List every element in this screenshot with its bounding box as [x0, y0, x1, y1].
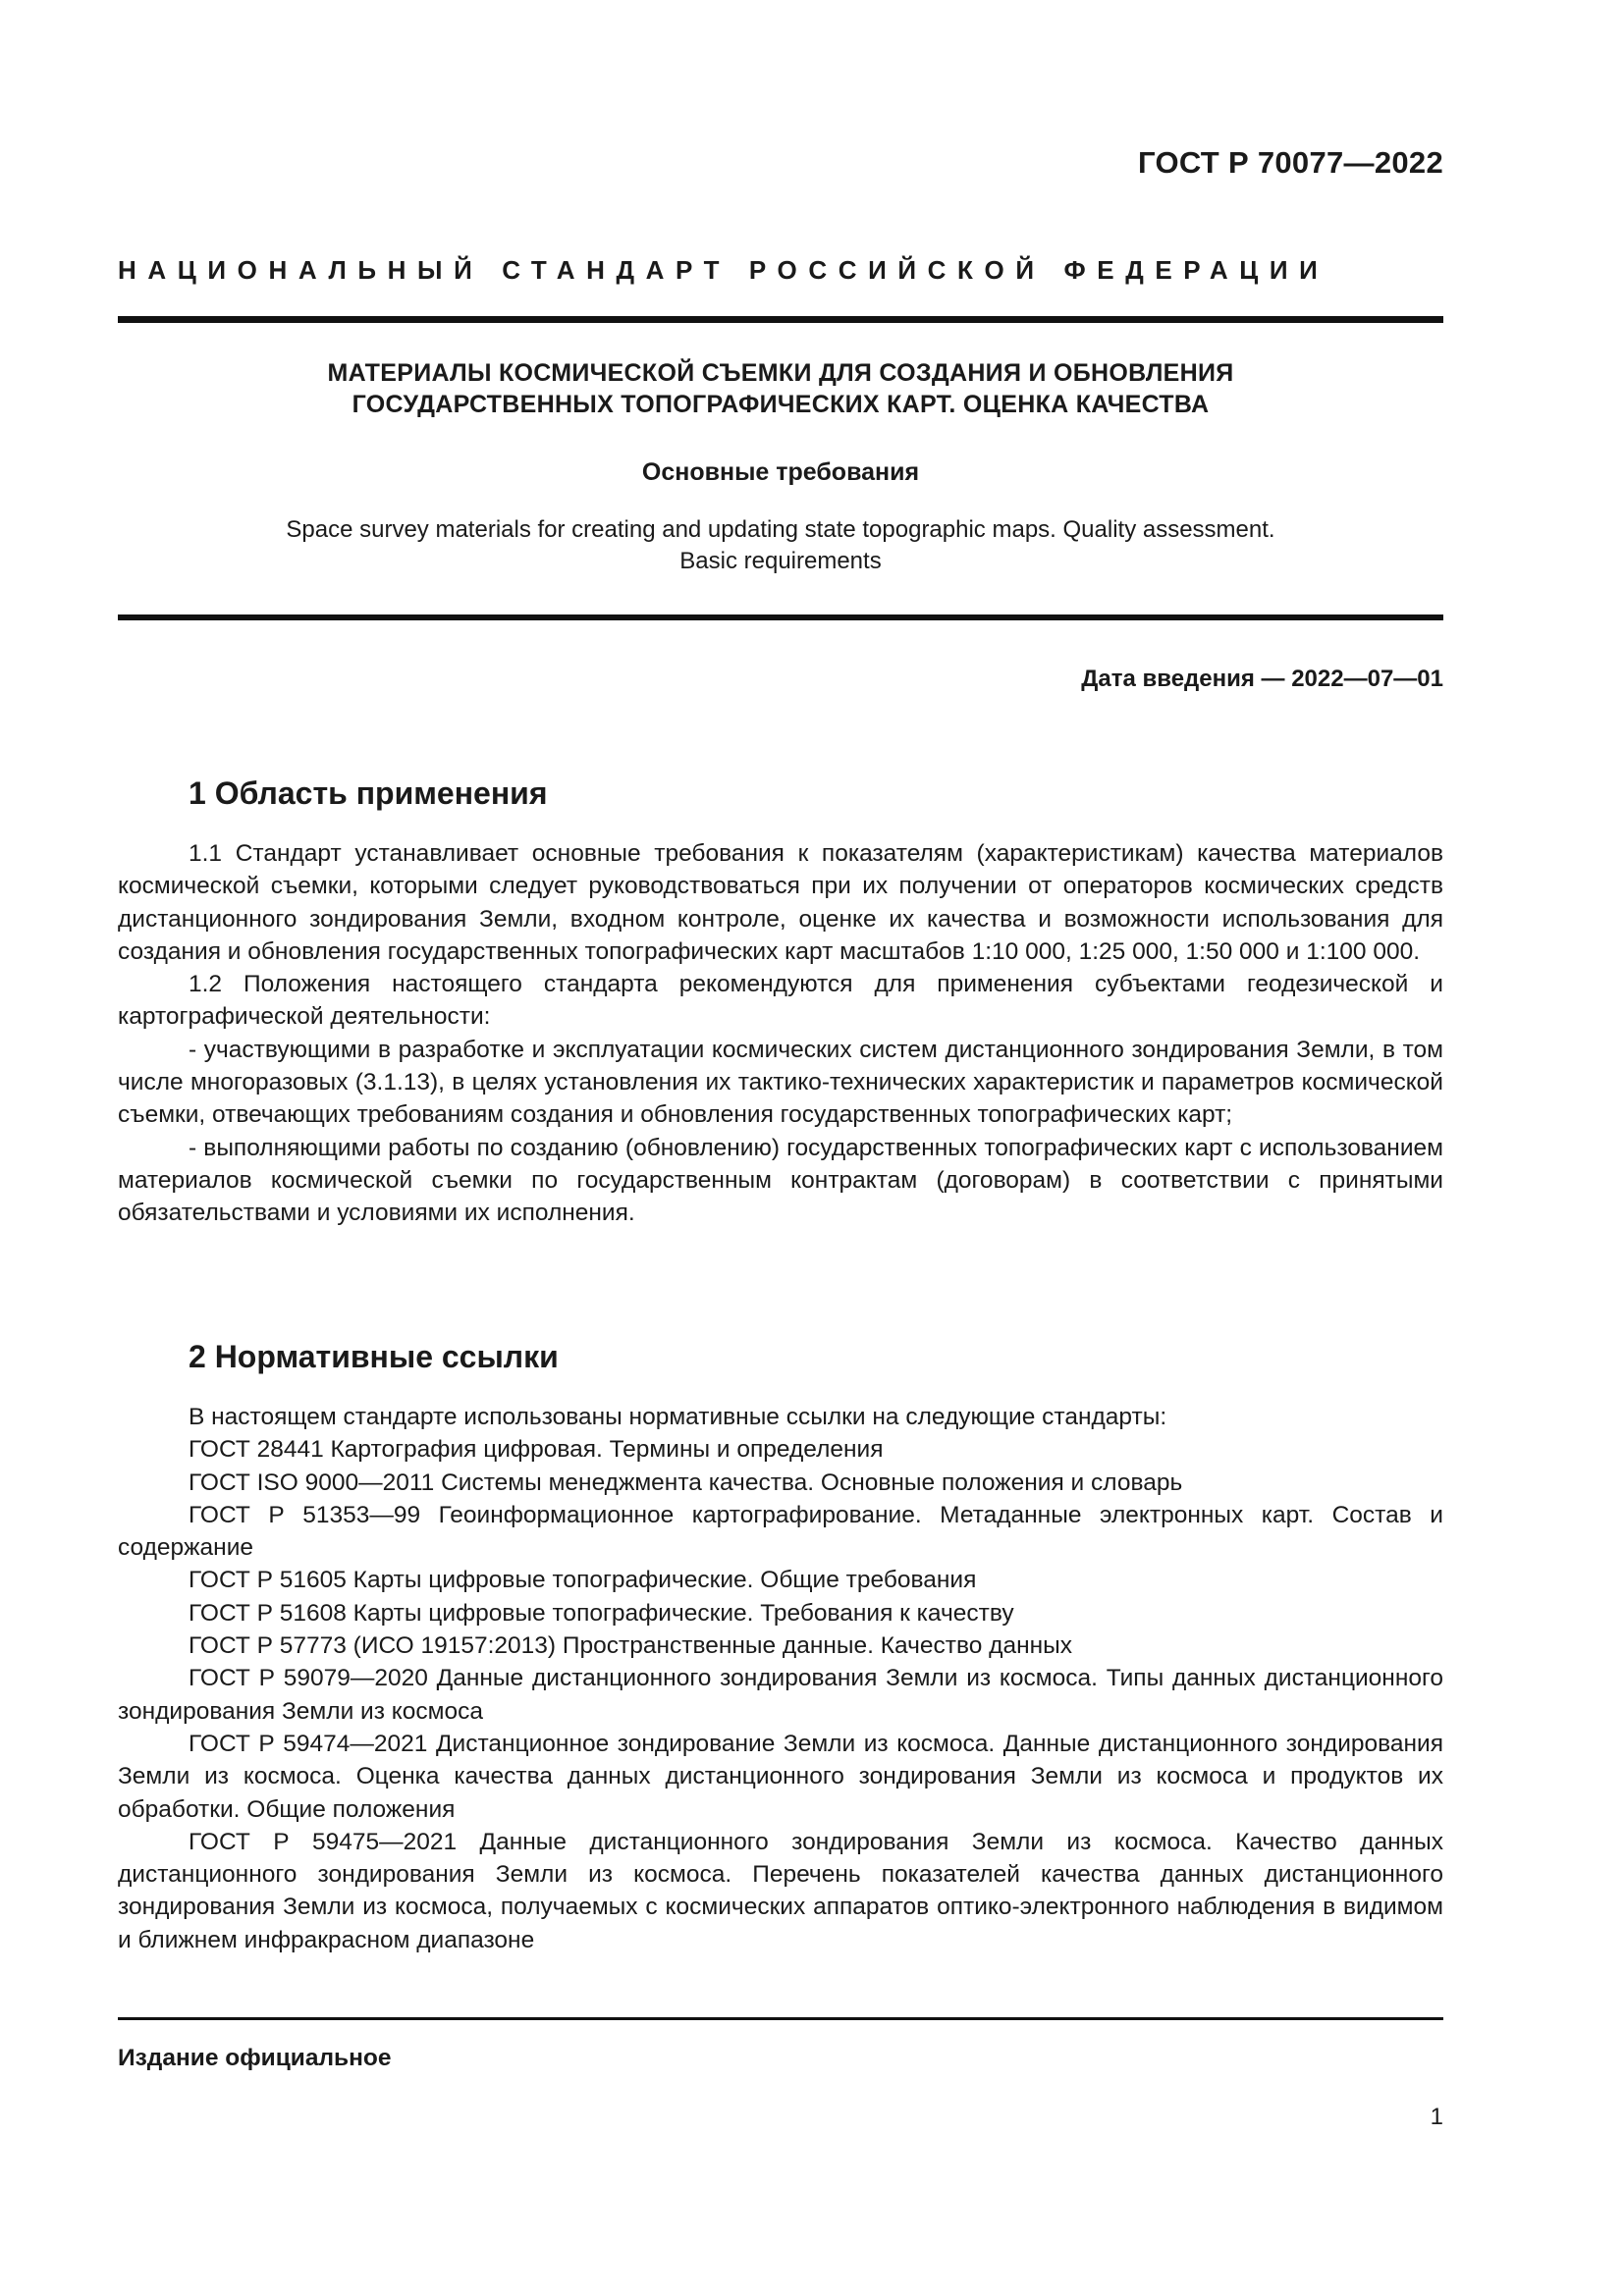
reference-item: ГОСТ Р 57773 (ИСО 19157:2013) Пространственные данные. Качество данных [189, 1632, 1072, 1660]
section-2-heading: 2 Нормативные ссылки [189, 1339, 559, 1374]
list-item: - участвующими в разработке и эксплуатации космических систем дистанционного зондирования Земли, в том числе многоразовых (3.1.13), в целях установления их тактико-технических характеристик и параметров космической съемки, отвечающих требованиям создания и обновления государственных топографических карт; [118, 1036, 1443, 1129]
references-intro: В настоящем стандарте использованы нормативные ссылки на следующие стандарты: [189, 1404, 1167, 1430]
national-standard-banner: НАЦИОНАЛЬНЫЙ СТАНДАРТ РОССИЙСКОЙ ФЕДЕРАЦИИ [118, 255, 1329, 285]
middle-divider [118, 614, 1443, 620]
reference-item: ГОСТ 28441 Картография цифровая. Термины и определения [189, 1436, 884, 1464]
document-code: ГОСТ Р 70077—2022 [1138, 145, 1443, 180]
paragraph-1-1: 1.1 Стандарт устанавливает основные требования к показателям (характеристикам) качества материалов космической съемки, которыми следует руководствоваться при их получении от операторов космических средств дистанционного зондирования Земли, входном контроле, оценке их качества и возможности использования для создания и обновления государственных топографических карт масштабов 1:10 000, 1:25 000, 1:50 000 и 1:100 000. [118, 840, 1443, 965]
list-item: - выполняющими работы по созданию (обновлению) государственных топографических карт с использованием материалов космической съемки по государственным контрактам (договорам) в соответствии с принятыми обязательствами и условиями их исполнения. [118, 1134, 1443, 1227]
section-1-heading: 1 Область применения [189, 775, 548, 811]
reference-item: ГОСТ Р 59079—2020 Данные дистанционного зондирования Земли из космоса. Типы данных дистанционного зондирования Земли из космоса [118, 1665, 1443, 1725]
bottom-divider [118, 2017, 1443, 2020]
paragraph-1-2: 1.2 Положения настоящего стандарта рекомендуются для применения субъектами геодезической и картографической деятельности: [118, 971, 1443, 1031]
reference-item: ГОСТ Р 51353—99 Геоинформационное картографирование. Метаданные электронных карт. Состав и содержание [118, 1501, 1443, 1562]
document-subtitle: Основные требования [641, 458, 920, 486]
official-edition-label: Издание официальное [118, 2045, 392, 2071]
reference-item: ГОСТ Р 59475—2021 Данные дистанционного зондирования Земли из космоса. Качество данных дистанционного зондирования Земли из космоса. Перечень показателей качества данных дистанционного зондирования Земли из космоса, получаемых с космических аппаратов оптико-электронного наблюдения в видимом и ближнем инфракрасном диапазоне [118, 1828, 1443, 1953]
reference-item: ГОСТ Р 51605 Карты цифровые топографические. Общие требования [189, 1567, 977, 1594]
top-divider [118, 316, 1443, 323]
reference-item: ГОСТ Р 59474—2021 Дистанционное зондирование Земли из космоса. Данные дистанционного зондирования Земли из космоса. Оценка качества данных дистанционного зондирования Земли из космоса и продуктов их обработки. Общие положения [118, 1730, 1443, 1823]
introduction-date: Дата введения — 2022—07—01 [1081, 666, 1443, 692]
reference-item: ГОСТ ISO 9000—2011 Системы менеджмента качества. Основные положения и словарь [189, 1468, 1183, 1496]
reference-item: ГОСТ Р 51608 Карты цифровые топографические. Требования к качеству [189, 1599, 1014, 1627]
document-title [118, 357, 1443, 420]
section-1-body [118, 837, 1443, 1230]
page-number: 1 [1430, 2104, 1443, 2130]
title-line-1: МАТЕРИАЛЫ КОСМИЧЕСКОЙ СЪЕМКИ ДЛЯ СОЗДАНИЯ И ОБНОВЛЕНИЯ [327, 359, 1234, 387]
section-2-body [118, 1401, 1443, 1956]
english-title [118, 514, 1443, 577]
english-title-line-1: Space survey materials for creating and updating state topographic maps. Quality assessment. [286, 516, 1275, 543]
english-title-line-2: Basic requirements [679, 548, 882, 574]
title-line-2: ГОСУДАРСТВЕННЫХ ТОПОГРАФИЧЕСКИХ КАРТ. ОЦЕНКА КАЧЕСТВА [352, 391, 1210, 418]
